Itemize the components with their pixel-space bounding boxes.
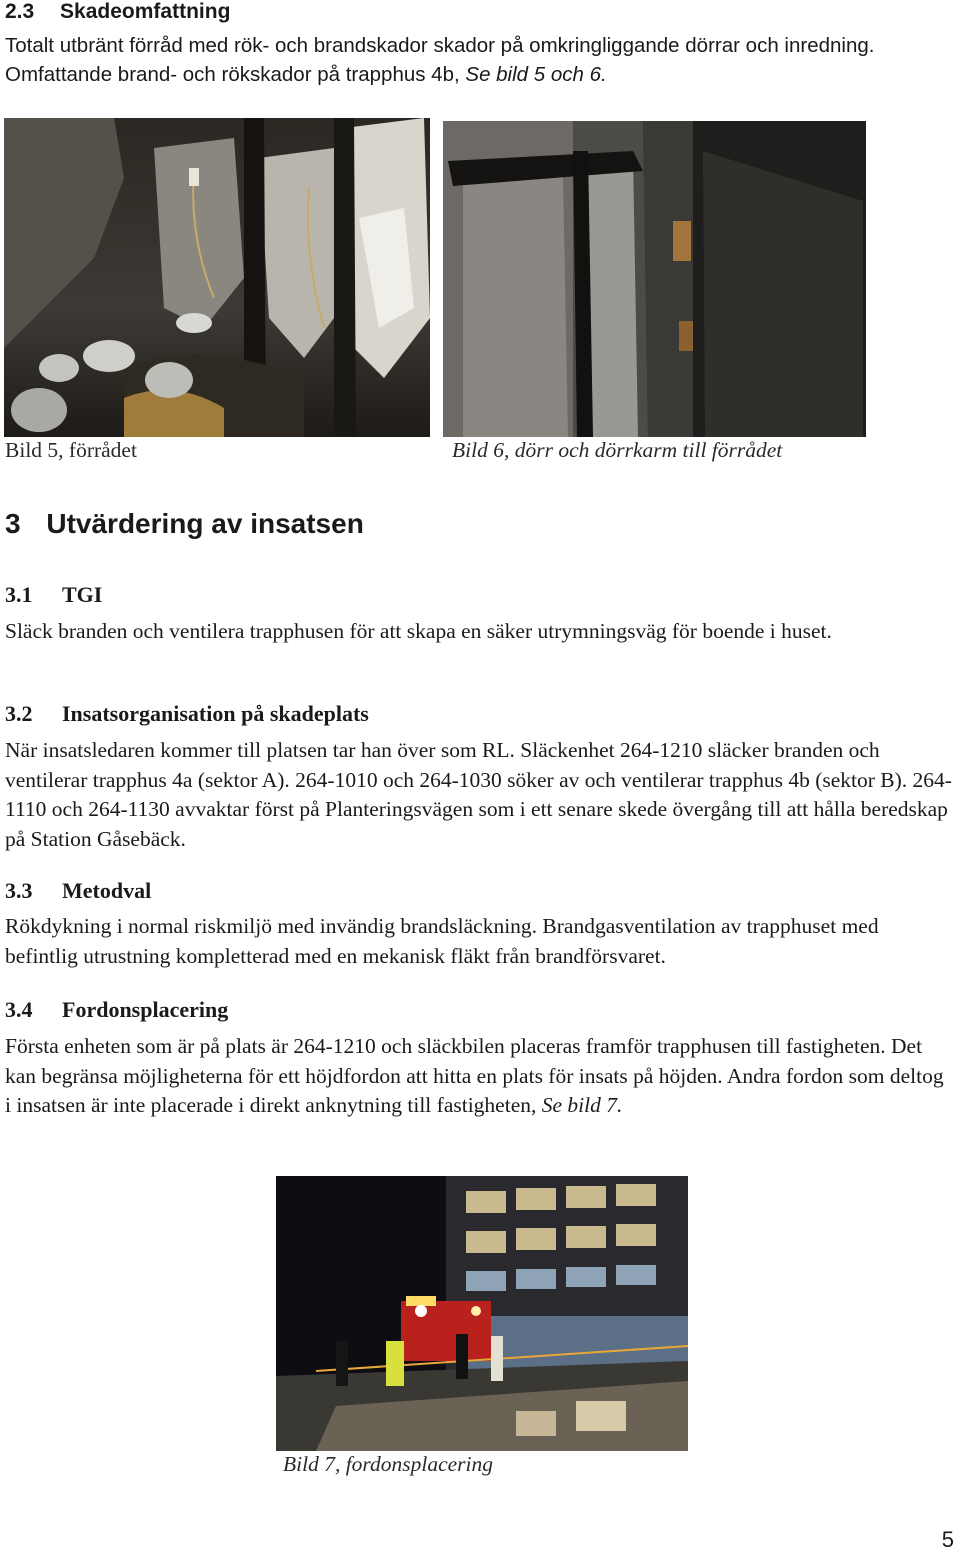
section-title: Insatsorganisation på skadeplats [62, 701, 369, 726]
section-3-1-text: Släck branden och ventilera trapphusen för att skapa en säker utrymningsväg för boende i huset. [5, 619, 832, 643]
section-title: Metodval [62, 878, 152, 903]
section-number: 3.3 [5, 878, 33, 903]
section-3-3-heading [5, 878, 151, 904]
section-number: 3.1 [5, 582, 33, 607]
section-number: 2.3 [5, 0, 35, 23]
section-title: Skadeomfattning [60, 0, 231, 23]
chapter-number: 3 [5, 508, 21, 539]
paragraph-text: Första enheten som är på plats är 264-1210 och släckbilen placeras framför trapphusen till fastigheten. Det kan begränsa möjligheterna för ett höjdfordon att hitta en plats för insats på höjden. Andra fordon som deltog i insatsen är inte placerade i direkt anknytning till fastigheten, [5, 1034, 944, 1117]
section-3-4-heading [5, 997, 228, 1023]
chapter-title: Utvärdering av insatsen [46, 508, 364, 539]
figure-reference: Se bild 5 och 6. [465, 63, 607, 86]
section-2-3-heading [5, 0, 230, 24]
photo-bild-6 [443, 121, 866, 437]
section-2-3-text [5, 31, 905, 89]
caption-bild-5: Bild 5, förrådet [5, 438, 137, 462]
section-number: 3.2 [5, 701, 33, 726]
section-title: Fordonsplacering [62, 997, 229, 1022]
section-3-3-text: Rökdykning i normal riskmiljö med invändig brandsläckning. Brandgasventilation av trapphuset med befintlig utrustning kompletterad med en mekanisk fläkt från brandförsvaret. [5, 914, 879, 968]
section-3-2-text: När insatsledaren kommer till platsen tar han över som RL. Släckenhet 264-1210 släcker branden och ventilerar trapphus 4a (sektor A). 264-1010 och 264-1030 söker av och ventilerar trapphus 4b (sektor B). 264-1110 och 264-1130 avvaktar först på Planteringsvägen som i ett senare skede övergång till att hålla beredskap på Station Gåsebäck. [5, 738, 952, 851]
caption-bild-6: Bild 6, dörr och dörrkarm till förrådet [452, 438, 783, 462]
photo-bild-5 [4, 118, 430, 437]
section-3-2-heading [5, 701, 369, 727]
section-3-4-text [5, 1032, 945, 1121]
section-title: TGI [62, 582, 103, 607]
page-number: 5 [941, 1527, 954, 1552]
chapter-3-heading [5, 508, 364, 540]
section-number: 3.4 [5, 997, 33, 1022]
section-3-1-heading [5, 582, 102, 608]
paragraph-text: Totalt utbränt förråd med rök- och brandskador skador på omkringliggande dörrar och inredning. Omfattande brand- och rökskador på trapphus 4b, [5, 34, 875, 86]
figure-reference: Se bild 7. [541, 1093, 623, 1117]
photo-bild-7 [276, 1176, 688, 1451]
caption-bild-7: Bild 7, fordonsplacering [283, 1452, 494, 1476]
